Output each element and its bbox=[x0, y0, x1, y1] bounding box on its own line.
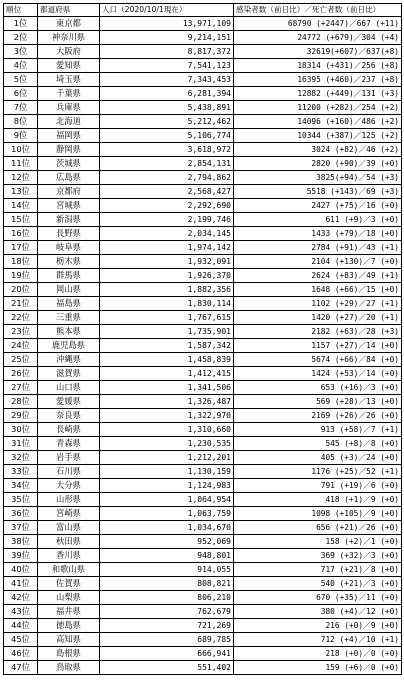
rank-cell: 30位 bbox=[4, 423, 38, 437]
rank-cell: 38位 bbox=[4, 535, 38, 549]
rank-cell: 42位 bbox=[4, 591, 38, 605]
infections-cell: 11200 (+282)／254 (+2) bbox=[234, 101, 402, 115]
table-row bbox=[4, 437, 402, 451]
prefecture-cell: 和歌山県 bbox=[38, 563, 100, 577]
prefecture-cell: 千葉県 bbox=[38, 87, 100, 101]
population-cell: 5,212,462 bbox=[100, 115, 234, 129]
table-row bbox=[4, 479, 402, 493]
infections-cell: 369 (+32)／3 (+0) bbox=[234, 549, 402, 563]
rank-cell: 13位 bbox=[4, 185, 38, 199]
prefecture-cell: 沖縄県 bbox=[38, 353, 100, 367]
header-rank: 順位 bbox=[4, 4, 38, 17]
prefecture-cell: 静岡県 bbox=[38, 143, 100, 157]
infections-cell: 158 (+2)／1 (+0) bbox=[234, 535, 402, 549]
table-row bbox=[4, 227, 402, 241]
population-cell: 1,230,535 bbox=[100, 437, 234, 451]
table-row bbox=[4, 577, 402, 591]
table-row bbox=[4, 255, 402, 269]
infections-cell: 68790 (+2447)／667 (+11) bbox=[234, 17, 402, 31]
prefecture-cell: 山梨県 bbox=[38, 591, 100, 605]
infections-cell: 1648 (+66)／15 (+0) bbox=[234, 283, 402, 297]
infections-cell: 418 (+1)／9 (+0) bbox=[234, 493, 402, 507]
table-row bbox=[4, 157, 402, 171]
table-row bbox=[4, 549, 402, 563]
rank-cell: 10位 bbox=[4, 143, 38, 157]
prefecture-cell: 栃木県 bbox=[38, 255, 100, 269]
population-cell: 2,568,427 bbox=[100, 185, 234, 199]
table-row bbox=[4, 339, 402, 353]
infections-cell: 913 (+58)／7 (+1) bbox=[234, 423, 402, 437]
table-row bbox=[4, 605, 402, 619]
infections-cell: 1433 (+79)／18 (+0) bbox=[234, 227, 402, 241]
population-cell: 689,785 bbox=[100, 633, 234, 647]
prefecture-cell: 富山県 bbox=[38, 521, 100, 535]
table-row bbox=[4, 535, 402, 549]
table-header-row bbox=[4, 4, 402, 17]
infections-cell: 380 (+4)／12 (+0) bbox=[234, 605, 402, 619]
prefecture-cell: 鳥取県 bbox=[38, 661, 100, 675]
infections-cell: 1157 (+27)／14 (+0) bbox=[234, 339, 402, 353]
table-row bbox=[4, 493, 402, 507]
infections-cell: 1176 (+25)／52 (+1) bbox=[234, 465, 402, 479]
table-row bbox=[4, 633, 402, 647]
prefecture-cell: 佐賀県 bbox=[38, 577, 100, 591]
infections-cell: 1102 (+29)／27 (+1) bbox=[234, 297, 402, 311]
prefecture-cell: 北海道 bbox=[38, 115, 100, 129]
population-cell: 806,210 bbox=[100, 591, 234, 605]
table-row bbox=[4, 353, 402, 367]
infections-cell: 2104 (+130)／7 (+0) bbox=[234, 255, 402, 269]
table-row bbox=[4, 17, 402, 31]
rank-cell: 32位 bbox=[4, 451, 38, 465]
population-cell: 5,438,891 bbox=[100, 101, 234, 115]
population-cell: 13,971,109 bbox=[100, 17, 234, 31]
population-cell: 2,199,746 bbox=[100, 213, 234, 227]
table-row bbox=[4, 507, 402, 521]
rank-cell: 47位 bbox=[4, 661, 38, 675]
table-row bbox=[4, 213, 402, 227]
rank-cell: 3位 bbox=[4, 45, 38, 59]
infections-cell: 2624 (+83)／49 (+1) bbox=[234, 269, 402, 283]
table-row bbox=[4, 59, 402, 73]
table-row bbox=[4, 451, 402, 465]
table-body bbox=[4, 17, 402, 675]
population-cell: 2,794,862 bbox=[100, 171, 234, 185]
population-cell: 1,974,142 bbox=[100, 241, 234, 255]
rank-cell: 43位 bbox=[4, 605, 38, 619]
population-cell: 7,343,453 bbox=[100, 73, 234, 87]
prefecture-cell: 秋田県 bbox=[38, 535, 100, 549]
prefecture-cell: 香川県 bbox=[38, 549, 100, 563]
prefecture-cell: 新潟県 bbox=[38, 213, 100, 227]
infections-cell: 12882 (+449)／131 (+3) bbox=[234, 87, 402, 101]
table-row bbox=[4, 31, 402, 45]
table-row bbox=[4, 661, 402, 675]
prefecture-cell: 岡山県 bbox=[38, 283, 100, 297]
population-cell: 952,069 bbox=[100, 535, 234, 549]
rank-cell: 6位 bbox=[4, 87, 38, 101]
infections-cell: 405 (+3)／24 (+0) bbox=[234, 451, 402, 465]
population-cell: 1,767,615 bbox=[100, 311, 234, 325]
population-cell: 914,055 bbox=[100, 563, 234, 577]
infections-cell: 545 (+8)／8 (+0) bbox=[234, 437, 402, 451]
prefecture-cell: 岩手県 bbox=[38, 451, 100, 465]
rank-cell: 31位 bbox=[4, 437, 38, 451]
population-cell: 1,587,342 bbox=[100, 339, 234, 353]
population-cell: 721,269 bbox=[100, 619, 234, 633]
population-cell: 1,882,356 bbox=[100, 283, 234, 297]
infections-cell: 1098 (+105)／9 (+0) bbox=[234, 507, 402, 521]
prefecture-cell: 広島県 bbox=[38, 171, 100, 185]
rank-cell: 41位 bbox=[4, 577, 38, 591]
ranking-table-container bbox=[3, 3, 401, 675]
infections-cell: 1424 (+53)／14 (+0) bbox=[234, 367, 402, 381]
population-cell: 1,735,901 bbox=[100, 325, 234, 339]
infections-cell: 5674 (+66)／84 (+0) bbox=[234, 353, 402, 367]
infections-cell: 2182 (+63)／28 (+3) bbox=[234, 325, 402, 339]
infections-cell: 10344 (+387)／125 (+2) bbox=[234, 129, 402, 143]
prefecture-cell: 青森県 bbox=[38, 437, 100, 451]
prefecture-ranking-table bbox=[3, 3, 402, 675]
population-cell: 808,821 bbox=[100, 577, 234, 591]
prefecture-cell: 京都府 bbox=[38, 185, 100, 199]
infections-cell: 32619(+607)／637(+8) bbox=[234, 45, 402, 59]
population-cell: 5,106,774 bbox=[100, 129, 234, 143]
infections-cell: 218 (+0)／0 (+0) bbox=[234, 647, 402, 661]
prefecture-cell: 茨城県 bbox=[38, 157, 100, 171]
population-cell: 2,854,131 bbox=[100, 157, 234, 171]
infections-cell: 3825(+94)／54 (+3) bbox=[234, 171, 402, 185]
table-row bbox=[4, 115, 402, 129]
prefecture-cell: 三重県 bbox=[38, 311, 100, 325]
infections-cell: 1420 (+27)／20 (+1) bbox=[234, 311, 402, 325]
infections-cell: 14096 (+160)／486 (+2) bbox=[234, 115, 402, 129]
population-cell: 1,458,839 bbox=[100, 353, 234, 367]
population-cell: 1,034,670 bbox=[100, 521, 234, 535]
population-cell: 1,310,660 bbox=[100, 423, 234, 437]
prefecture-cell: 福島県 bbox=[38, 297, 100, 311]
rank-cell: 46位 bbox=[4, 647, 38, 661]
population-cell: 551,402 bbox=[100, 661, 234, 675]
prefecture-cell: 鹿児島県 bbox=[38, 339, 100, 353]
rank-cell: 11位 bbox=[4, 157, 38, 171]
table-row bbox=[4, 367, 402, 381]
population-cell: 1,064,954 bbox=[100, 493, 234, 507]
rank-cell: 12位 bbox=[4, 171, 38, 185]
prefecture-cell: 大阪府 bbox=[38, 45, 100, 59]
prefecture-cell: 奈良県 bbox=[38, 409, 100, 423]
rank-cell: 8位 bbox=[4, 115, 38, 129]
table-row bbox=[4, 241, 402, 255]
prefecture-cell: 長崎県 bbox=[38, 423, 100, 437]
prefecture-cell: 島根県 bbox=[38, 647, 100, 661]
rank-cell: 26位 bbox=[4, 367, 38, 381]
population-cell: 8,817,372 bbox=[100, 45, 234, 59]
prefecture-cell: 高知県 bbox=[38, 633, 100, 647]
rank-cell: 5位 bbox=[4, 73, 38, 87]
population-cell: 1,326,487 bbox=[100, 395, 234, 409]
table-row bbox=[4, 73, 402, 87]
table-row bbox=[4, 283, 402, 297]
infections-cell: 2784 (+91)／43 (+1) bbox=[234, 241, 402, 255]
population-cell: 1,341,506 bbox=[100, 381, 234, 395]
prefecture-cell: 愛媛県 bbox=[38, 395, 100, 409]
population-cell: 666,941 bbox=[100, 647, 234, 661]
prefecture-cell: 神奈川県 bbox=[38, 31, 100, 45]
rank-cell: 34位 bbox=[4, 479, 38, 493]
table-row bbox=[4, 423, 402, 437]
infections-cell: 18314 (+431)／256 (+8) bbox=[234, 59, 402, 73]
infections-cell: 2820 (+90)／39 (+0) bbox=[234, 157, 402, 171]
infections-cell: 2427 (+75)／16 (+0) bbox=[234, 199, 402, 213]
rank-cell: 16位 bbox=[4, 227, 38, 241]
infections-cell: 717 (+21)／8 (+0) bbox=[234, 563, 402, 577]
rank-cell: 27位 bbox=[4, 381, 38, 395]
rank-cell: 39位 bbox=[4, 549, 38, 563]
rank-cell: 4位 bbox=[4, 59, 38, 73]
prefecture-cell: 福岡県 bbox=[38, 129, 100, 143]
table-row bbox=[4, 87, 402, 101]
infections-cell: 712 (+4)／10 (+1) bbox=[234, 633, 402, 647]
table-row bbox=[4, 185, 402, 199]
rank-cell: 7位 bbox=[4, 101, 38, 115]
prefecture-cell: 山口県 bbox=[38, 381, 100, 395]
prefecture-cell: 大分県 bbox=[38, 479, 100, 493]
rank-cell: 15位 bbox=[4, 213, 38, 227]
infections-cell: 2169 (+26)／26 (+0) bbox=[234, 409, 402, 423]
rank-cell: 36位 bbox=[4, 507, 38, 521]
population-cell: 2,034,145 bbox=[100, 227, 234, 241]
prefecture-cell: 東京都 bbox=[38, 17, 100, 31]
population-cell: 1,124,983 bbox=[100, 479, 234, 493]
prefecture-cell: 埼玉県 bbox=[38, 73, 100, 87]
prefecture-cell: 宮城県 bbox=[38, 199, 100, 213]
rank-cell: 20位 bbox=[4, 283, 38, 297]
infections-cell: 540 (+21)／3 (+0) bbox=[234, 577, 402, 591]
prefecture-cell: 岐阜県 bbox=[38, 241, 100, 255]
infections-cell: 159 (+6)／0 (+0) bbox=[234, 661, 402, 675]
rank-cell: 9位 bbox=[4, 129, 38, 143]
population-cell: 948,801 bbox=[100, 549, 234, 563]
table-row bbox=[4, 647, 402, 661]
table-row bbox=[4, 143, 402, 157]
table-row bbox=[4, 591, 402, 605]
table-row bbox=[4, 297, 402, 311]
infections-cell: 5518 (+143)／69 (+3) bbox=[234, 185, 402, 199]
prefecture-cell: 宮崎県 bbox=[38, 507, 100, 521]
population-cell: 1,830,114 bbox=[100, 297, 234, 311]
table-row bbox=[4, 311, 402, 325]
rank-cell: 18位 bbox=[4, 255, 38, 269]
infections-cell: 3024 (+82)／46 (+2) bbox=[234, 143, 402, 157]
prefecture-cell: 山形県 bbox=[38, 493, 100, 507]
rank-cell: 14位 bbox=[4, 199, 38, 213]
prefecture-cell: 愛知県 bbox=[38, 59, 100, 73]
table-row bbox=[4, 45, 402, 59]
table-row bbox=[4, 269, 402, 283]
rank-cell: 29位 bbox=[4, 409, 38, 423]
population-cell: 1,130,159 bbox=[100, 465, 234, 479]
rank-cell: 28位 bbox=[4, 395, 38, 409]
population-cell: 1,063,759 bbox=[100, 507, 234, 521]
rank-cell: 17位 bbox=[4, 241, 38, 255]
rank-cell: 19位 bbox=[4, 269, 38, 283]
population-cell: 9,214,151 bbox=[100, 31, 234, 45]
population-cell: 3,618,972 bbox=[100, 143, 234, 157]
prefecture-cell: 滋賀県 bbox=[38, 367, 100, 381]
table-row bbox=[4, 171, 402, 185]
infections-cell: 653 (+16)／3 (+0) bbox=[234, 381, 402, 395]
infections-cell: 670 (+35)／11 (+0) bbox=[234, 591, 402, 605]
infections-cell: 611 (+9)／3 (+0) bbox=[234, 213, 402, 227]
population-cell: 1,932,091 bbox=[100, 255, 234, 269]
header-prefecture: 都道府県 bbox=[38, 4, 100, 17]
table-row bbox=[4, 101, 402, 115]
table-row bbox=[4, 381, 402, 395]
rank-cell: 21位 bbox=[4, 297, 38, 311]
table-row bbox=[4, 395, 402, 409]
rank-cell: 2位 bbox=[4, 31, 38, 45]
infections-cell: 24772 (+679)／304 (+4) bbox=[234, 31, 402, 45]
infections-cell: 16395 (+460)／237 (+8) bbox=[234, 73, 402, 87]
prefecture-cell: 石川県 bbox=[38, 465, 100, 479]
prefecture-cell: 兵庫県 bbox=[38, 101, 100, 115]
infections-cell: 656 (+21)／26 (+0) bbox=[234, 521, 402, 535]
rank-cell: 22位 bbox=[4, 311, 38, 325]
rank-cell: 25位 bbox=[4, 353, 38, 367]
infections-cell: 569 (+28)／13 (+0) bbox=[234, 395, 402, 409]
rank-cell: 40位 bbox=[4, 563, 38, 577]
population-cell: 1,926,370 bbox=[100, 269, 234, 283]
population-cell: 1,212,201 bbox=[100, 451, 234, 465]
population-cell: 2,292,690 bbox=[100, 199, 234, 213]
population-cell: 7,541,123 bbox=[100, 59, 234, 73]
rank-cell: 23位 bbox=[4, 325, 38, 339]
rank-cell: 37位 bbox=[4, 521, 38, 535]
table-row bbox=[4, 521, 402, 535]
prefecture-cell: 福井県 bbox=[38, 605, 100, 619]
table-row bbox=[4, 409, 402, 423]
table-row bbox=[4, 325, 402, 339]
population-cell: 1,322,970 bbox=[100, 409, 234, 423]
population-cell: 762,679 bbox=[100, 605, 234, 619]
infections-cell: 791 (+19)／6 (+0) bbox=[234, 479, 402, 493]
rank-cell: 1位 bbox=[4, 17, 38, 31]
prefecture-cell: 長野県 bbox=[38, 227, 100, 241]
prefecture-cell: 徳島県 bbox=[38, 619, 100, 633]
prefecture-cell: 群馬県 bbox=[38, 269, 100, 283]
infections-cell: 216 (+0)／9 (+0) bbox=[234, 619, 402, 633]
population-cell: 6,281,394 bbox=[100, 87, 234, 101]
rank-cell: 24位 bbox=[4, 339, 38, 353]
rank-cell: 33位 bbox=[4, 465, 38, 479]
rank-cell: 35位 bbox=[4, 493, 38, 507]
table-row bbox=[4, 465, 402, 479]
table-row bbox=[4, 199, 402, 213]
header-population: 人口（2020/10/1現在） bbox=[100, 4, 234, 17]
table-row bbox=[4, 619, 402, 633]
header-infections: 感染者数（前日比）／死亡者数（前日比） bbox=[234, 4, 402, 17]
rank-cell: 44位 bbox=[4, 619, 38, 633]
table-row bbox=[4, 129, 402, 143]
rank-cell: 45位 bbox=[4, 633, 38, 647]
table-row bbox=[4, 563, 402, 577]
prefecture-cell: 熊本県 bbox=[38, 325, 100, 339]
population-cell: 1,412,415 bbox=[100, 367, 234, 381]
